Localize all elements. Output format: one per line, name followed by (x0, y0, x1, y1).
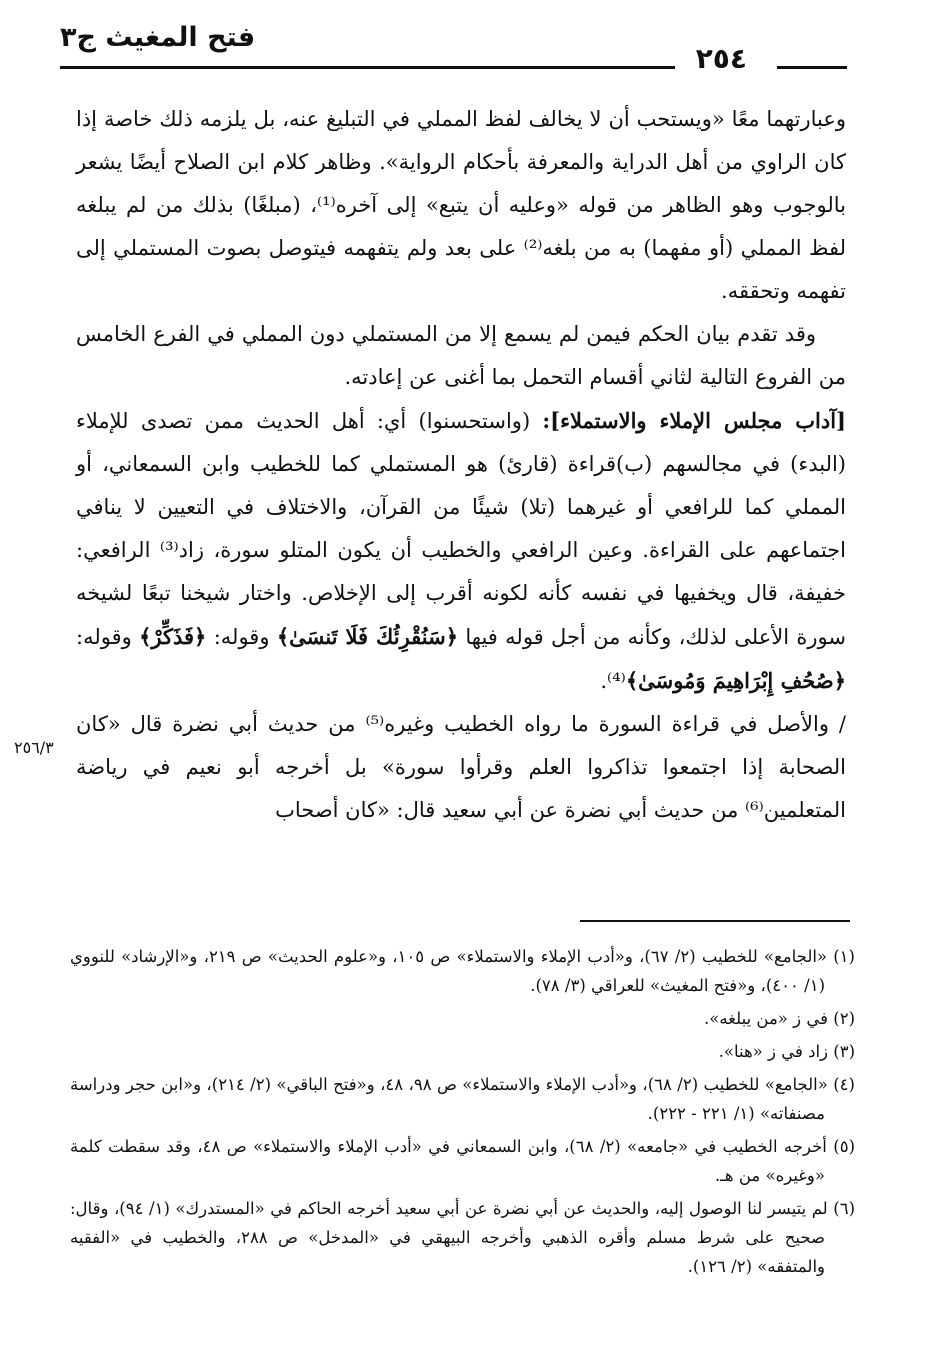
paragraph-3-text-d: ⁽⁴⁾. (600, 669, 626, 693)
header-rule-right (777, 66, 847, 69)
footnotes (70, 942, 855, 1285)
footnote-5: (٥) أخرجه الخطيب في «جامعه» (٢/ ٦٨)، وابن السمعاني في «أدب الإملاء والاستملاء» ص ٤٨، وقد سقطت كلمة «وغيره» من هـ. (70, 1137, 855, 1185)
paragraph-1: وعبارتهما معًا «ويستحب أن لا يخالف لفظ المملي في التبليغ عنه، بل يلزمه ذلك خاصة إذا كان الراوي من أهل الدراية والمعرفة بأحكام الرواية». وظاهر كلام ابن الصلاح أيضًا يشعر بالوجوب وهو الظاهر من قوله «وعليه أن يتبع» إلى آخره⁽¹⁾، (مبلغًا) بذلك من لم يبلغه لفظ المملي (أو مفهما) به من بلغه⁽²⁾ على بعد ولم يتفهمه فيتوصل بصوت المستملي إلى تفهمه وتحققه. (76, 107, 846, 303)
footnote-2: (٢) في ز «من يبلغه». (703, 1009, 855, 1028)
paragraph-2: وقد تقدم بيان الحكم فيمن لم يسمع إلا من المستملي دون المملي في الفرع الخامس من الفروع التالية لثاني أقسام التحمل بما أغنى عن إعادته. (76, 322, 846, 389)
paragraph-3-text-c: وقوله: (76, 625, 140, 649)
header-rule-left (60, 66, 675, 69)
running-title: فتح المغيث ج٣ (60, 22, 256, 53)
paragraph-3-text-a: (واستحسنوا) أي: أهل الحديث ممن تصدى للإملاء (البدء) في مجالسهم (ب)قراءة (قارئ) هو المستملي كما للخطيب وابن السمعاني، أو المملي كما للرافعي أو غيرهما (تلا) شيئًا من القرآن، والاختلاف في التعيين لا ينافي اجتماعهم على القراءة. وعين الرافعي والخطيب أن يكون المتلو سورة، زاد⁽³⁾ الرافعي: خفيفة، قال ويخفيها في نفسه كأنه لكونه أقرب إلى الإخلاص. واختار شيخنا تبعًا لشيخه سورة الأعلى لذلك، وكأنه من أجل قوله فيها (76, 409, 847, 649)
footnote-separator (580, 920, 850, 922)
quran-verse-1: ﴿سَنُقْرِئُكَ فَلَا تَنسَىٰ﴾ (276, 624, 459, 649)
footnote-6: (٦) لم يتيسر لنا الوصول إليه، والحديث عن أبي نضرة عن أبي سعيد أخرجه الحاكم في «المستدرك» (١/ ٩٤)، وقال: صحيح على شرط مسلم وأقره الذهبي وأخرجه البيهقي في «المدخل» ص ٢٨٨، والخطيب في «الفقيه والمتفقه» (٢/ ١٢٦). (70, 1199, 855, 1276)
footnote-4: (٤) «الجامع» للخطيب (٢/ ٦٨)، و«أدب الإملاء والاستملاء» ص ٩٨، ٤٨، و«فتح الباقي» (٢/ ٢١٤)، و«ابن حجر ودراسة مصنفاته» (١/ ٢٢١ - ٢٢٢). (70, 1075, 855, 1123)
quran-verse-3: ﴿صُحُفِ إِبْرَاهِيمَ وَمُوسَىٰ﴾ (625, 668, 846, 693)
paragraph-3-text-b: وقوله: (206, 625, 277, 649)
quran-verse-2: ﴿فَذَكِّرْ﴾ (139, 624, 207, 649)
footnote-1: (١) «الجامع» للخطيب (٢/ ٦٧)، و«أدب الإملاء والاستملاء» ص ١٠٥، و«علوم الحديث» ص ٢١٩، و«الإرشاد» للنووي (١/ ٤٠٠)، و«فتح المغيث» للعراقي (٣/ ٧٨). (70, 947, 855, 995)
paragraph-3 (76, 399, 846, 703)
paragraph-4: / والأصل في قراءة السورة ما رواه الخطيب وغيره⁽⁵⁾ من حديث أبي نضرة قال «كان الصحابة إذا اجتمعوا تذاكروا العلم وقرأوا سورة» بل أخرجه أبو نعيم في رياضة المتعلمين⁽⁶⁾ من حديث أبي نضرة عن أبي سعيد قال: «كان أصحاب (76, 712, 846, 822)
section-heading: [آداب مجلس الإملاء والاستملاء]: (542, 408, 846, 433)
main-text (76, 98, 846, 832)
page-number: ٢٥٤ (686, 42, 757, 75)
footnote-3: (٣) زاد في ز «هنا». (718, 1042, 855, 1061)
margin-reference: ٢٥٦/٣ (14, 738, 54, 757)
page-header (60, 22, 847, 82)
